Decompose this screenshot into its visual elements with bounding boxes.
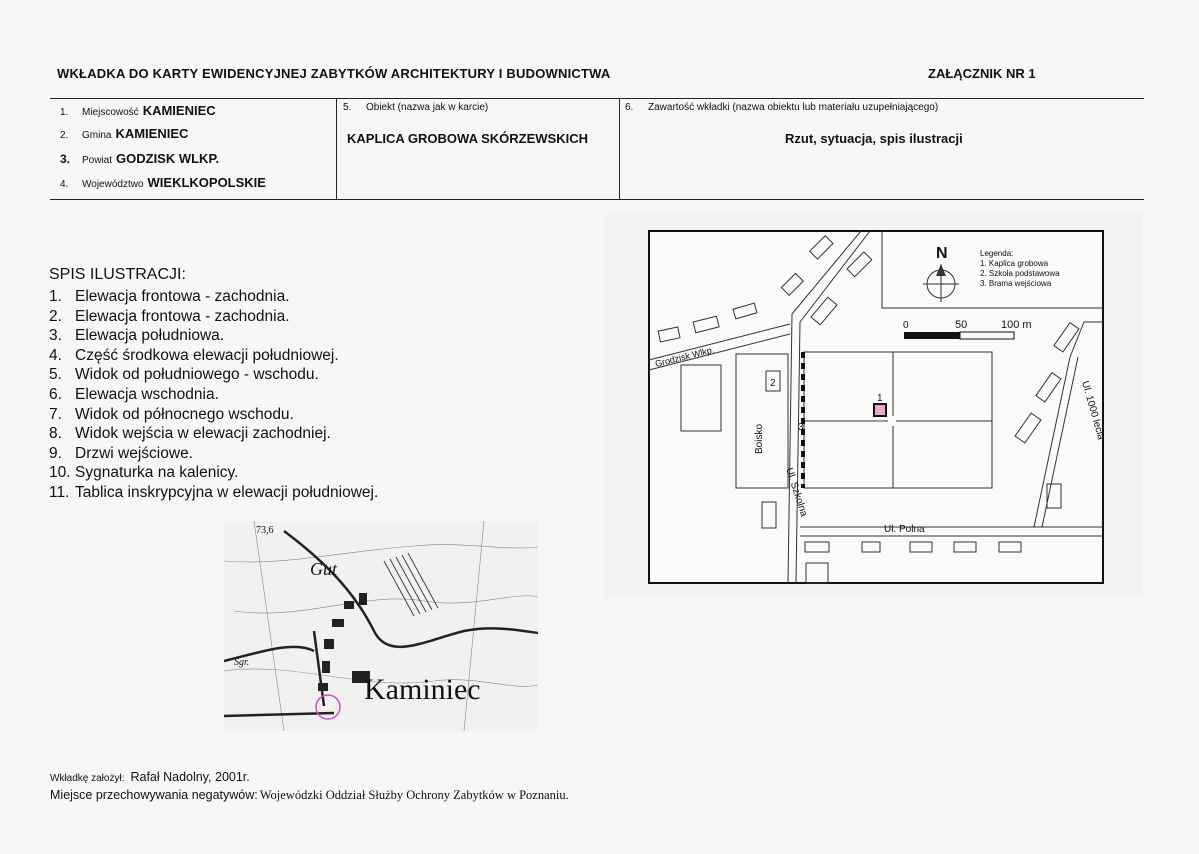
- site-plan: [604, 214, 1142, 596]
- illustrations-list: [49, 287, 378, 503]
- estate-label: Gut: [310, 559, 337, 579]
- street-label-grodzisk: Grodzisk Wlkp.: [654, 344, 716, 369]
- street-label-polna: Ul. Polna: [884, 524, 925, 535]
- row-number: 3.: [60, 152, 71, 166]
- column-divider: [619, 99, 620, 199]
- county-row: [60, 151, 219, 166]
- commune-row: [60, 126, 188, 141]
- list-item: [49, 287, 378, 307]
- item-number: 7.: [49, 405, 62, 423]
- legend-item: 2. Szkoła podstawowa: [980, 269, 1060, 278]
- row-value: KAMIENIEC: [115, 126, 189, 141]
- town-name: Kaminiec: [364, 673, 481, 706]
- voivodeship-row: [60, 175, 266, 190]
- elevation-label: 73,6: [256, 525, 274, 536]
- row-value: GODZISK WLKP.: [116, 151, 220, 166]
- item-text: Elewacja wschodnia.: [75, 385, 219, 403]
- boisko-label: Boisko: [754, 423, 765, 454]
- list-item: [49, 463, 378, 483]
- object-name: KAPLICA GROBOWA SKÓRZEWSKICH: [347, 131, 588, 146]
- storage-value: Wojewódzki Oddział Służby Ochrony Zabytków w Poznaniu.: [259, 788, 569, 802]
- author-value: Rafał Nadolny, 2001r.: [130, 770, 250, 784]
- item-number: 6.: [49, 385, 62, 403]
- author-line: [50, 770, 250, 784]
- marker-2: 2: [770, 378, 776, 389]
- row-number: 4.: [60, 179, 69, 190]
- scale-label: 50: [955, 319, 968, 331]
- content-label: Zawartość wkładki (nazwa obiektu lub materiału uzupełniającego): [648, 102, 939, 113]
- item-text: Widok wejścia w elewacji zachodniej.: [75, 425, 331, 443]
- list-item: [49, 346, 378, 366]
- annex-label: ZAŁĄCZNIK NR 1: [928, 66, 1036, 81]
- scale-label: 100 m: [1001, 319, 1032, 331]
- item-number: 3.: [49, 327, 62, 345]
- storage-label: Miejsce przechowywania negatywów:: [50, 788, 258, 802]
- storage-line: [50, 788, 569, 803]
- list-item: [49, 424, 378, 444]
- row-value: WIEKLKOPOLSKIE: [147, 175, 266, 190]
- item-text: Elewacja frontowa - zachodnia.: [75, 307, 290, 325]
- street-label-1000-lecia: Ul. 1000 lecia: [1079, 379, 1107, 442]
- object-number: 5.: [343, 102, 352, 113]
- item-text: Drzwi wejściowe.: [75, 444, 193, 462]
- item-text: Widok od południowego - wschodu.: [75, 366, 319, 384]
- list-item: [49, 385, 378, 405]
- column-divider: [336, 99, 337, 199]
- item-text: Sygnaturka na kalenicy.: [75, 464, 239, 482]
- row-label: Województwo: [82, 179, 144, 190]
- row-label: Powiat: [82, 155, 113, 166]
- north-label: N: [936, 245, 948, 262]
- item-number: 9.: [49, 444, 62, 462]
- item-text: Elewacja południowa.: [75, 327, 225, 345]
- item-number: 10.: [49, 464, 71, 482]
- row-number: 1.: [60, 107, 69, 118]
- item-text: Widok od północnego wschodu.: [75, 405, 294, 423]
- illustrations-title: SPIS ILUSTRACJI:: [49, 266, 186, 283]
- author-label: Wkładkę założył:: [50, 773, 125, 784]
- info-table: [50, 98, 1144, 200]
- list-item: [49, 307, 378, 327]
- list-item: [49, 326, 378, 346]
- legend-item: 3. Brama wejściowa: [980, 279, 1052, 288]
- legend-title: Legenda:: [980, 249, 1014, 258]
- legend-item: 1. Kaplica grobowa: [980, 259, 1049, 268]
- chapel-marker: [874, 404, 886, 416]
- row-label: Gmina: [82, 130, 112, 141]
- row-label: Miejscowość: [82, 107, 139, 118]
- content-number: 6.: [625, 102, 634, 113]
- item-number: 5.: [49, 366, 62, 384]
- item-number: 2.: [49, 307, 62, 325]
- sgr-label: Sgr.: [234, 657, 250, 668]
- item-text: Tablica inskrypcyjna w elewacji południowej.: [75, 483, 379, 501]
- row-number: 2.: [60, 130, 69, 141]
- marker-3: 3: [798, 422, 804, 433]
- marker-1: 1: [877, 393, 883, 404]
- item-number: 8.: [49, 425, 62, 443]
- item-text: Elewacja frontowa - zachodnia.: [75, 288, 290, 305]
- content-value: Rzut, sytuacja, spis ilustracji: [785, 131, 963, 146]
- list-item: [49, 365, 378, 385]
- list-item: [49, 444, 378, 464]
- scale-label: 0: [903, 320, 909, 331]
- object-label: Obiekt (nazwa jak w karcie): [366, 102, 489, 113]
- row-value: KAMIENIEC: [142, 103, 216, 118]
- list-item: [49, 483, 378, 503]
- list-item: [49, 405, 378, 425]
- item-number: 11.: [49, 483, 70, 501]
- item-number: 1.: [49, 288, 62, 305]
- item-number: 4.: [49, 346, 62, 364]
- document-title: WKŁADKA DO KARTY EWIDENCYJNEJ ZABYTKÓW ARCHITEKTURY I BUDOWNICTWA: [57, 66, 611, 81]
- item-text: Część środkowa elewacji południowej.: [75, 346, 339, 364]
- historical-map: [224, 521, 538, 731]
- street-label-szkolna: Ul. Szkolna: [783, 466, 810, 519]
- location-row: [60, 103, 216, 118]
